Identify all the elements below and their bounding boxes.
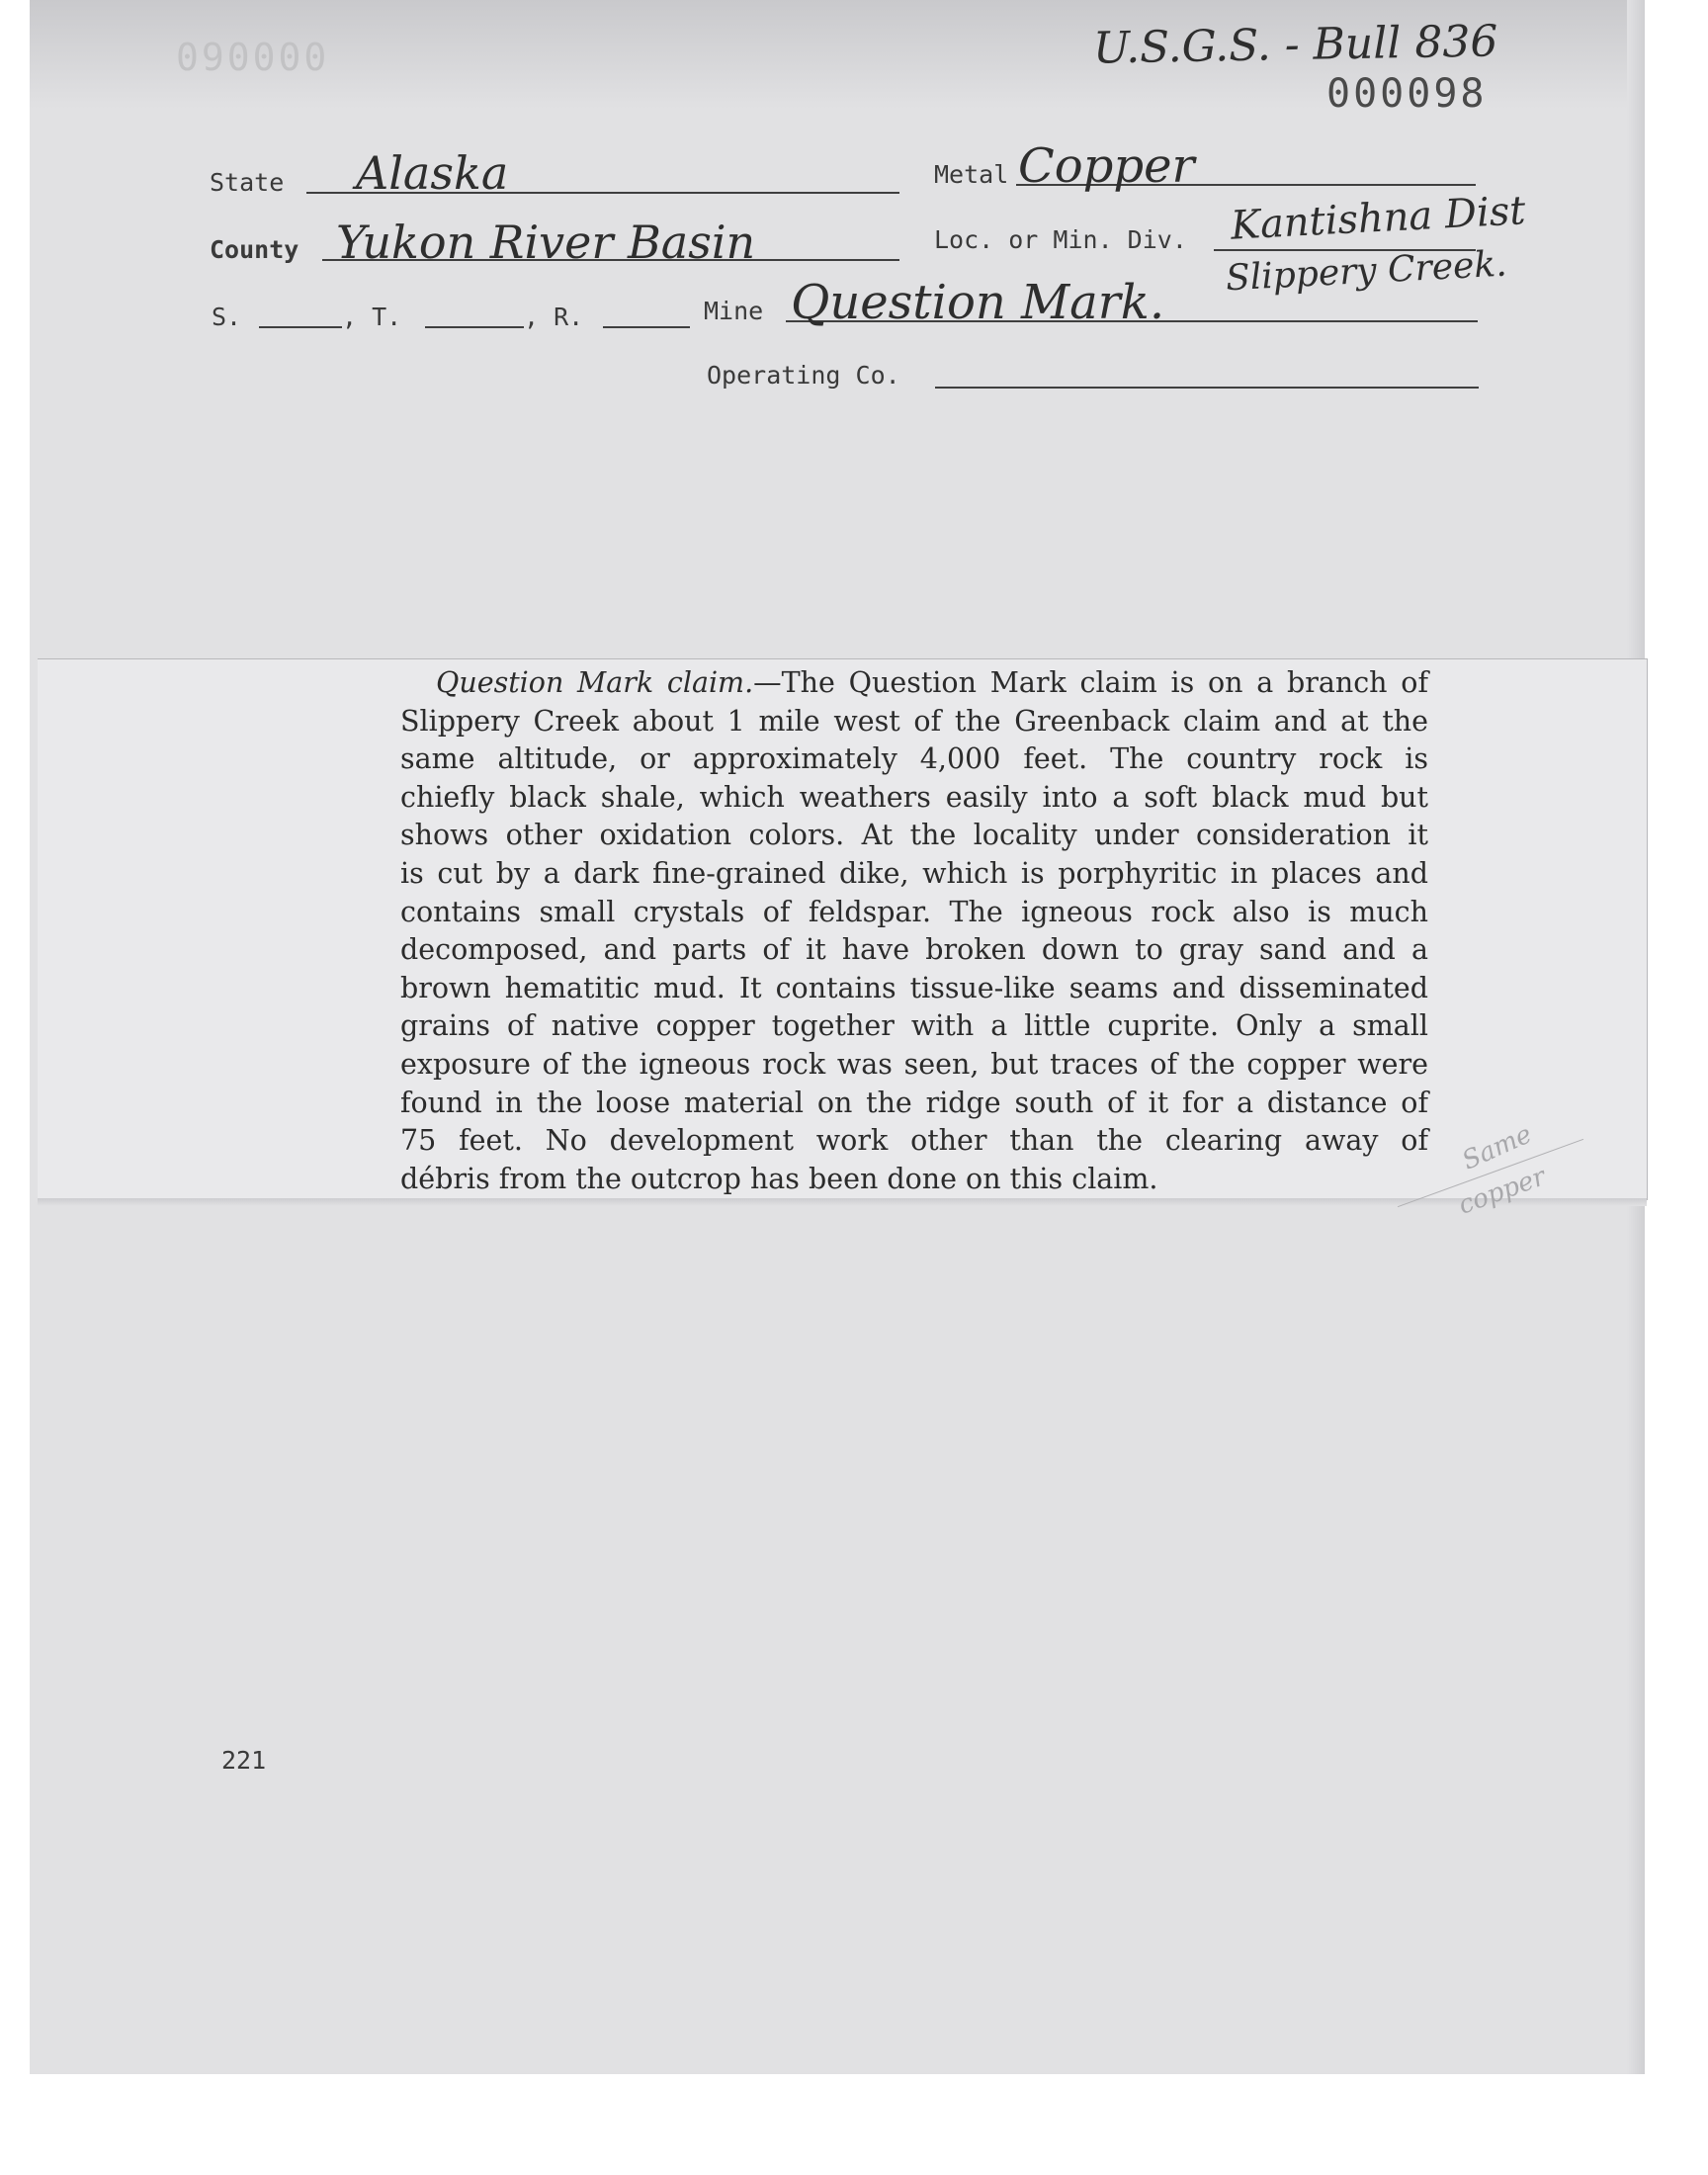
clipping-line [400,664,1428,703]
clipping-line [400,1161,1428,1199]
clipping-line [400,1007,1428,1046]
clipping-line-text: shows other oxidation colors. At the locality under consideration it [400,819,1428,852]
clipping-line-text: is cut by a dark fine-grained dike, which is porphyritic in places and [400,856,1428,890]
metal-value: Copper [1018,138,1195,194]
faded-stamp-number: 090000 [176,36,330,79]
clipping-line-text: Slippery Creek about 1 mile west of the Greenback claim and at the [400,704,1428,738]
section-label: S. [212,303,242,331]
township-line [425,326,524,328]
page-number: 221 [221,1746,267,1775]
handwritten-reference: U.S.G.S. - Bull 836 [1092,16,1498,74]
clipping-heading: Question Mark claim. [436,666,754,699]
clipping-line-text: contains small crystals of feldspar. The igneous rock also is much [400,895,1428,928]
range-label: , R. [524,303,584,331]
clipping-line-text: same altitude, or approximately 4,000 feet. The country rock is [400,742,1428,776]
clipping-line [400,894,1428,932]
clipping-line-text: débris from the outcrop has been done on this claim. [400,1162,1158,1195]
mine-value: Question Mark. [791,275,1165,330]
mine-label: Mine [704,297,764,325]
clipping-line [400,1046,1428,1085]
clipping-line-text: —The Question Mark claim is on a branch of [753,666,1429,699]
clipping-line [400,740,1428,779]
state-label: State [210,168,285,197]
margin-note-copper: copper [1454,1162,1550,1221]
operating-co-line [935,387,1479,389]
stamp-number: 000098 [1326,71,1488,117]
clipping-line [400,779,1428,818]
state-value: Alaska [356,146,509,200]
metal-label: Metal [934,160,1009,189]
loc-value-creek: Slippery Creek. [1225,243,1508,300]
clipping-line-text: brown hematitic mud. It contains tissue-like seams and disseminated [400,971,1428,1004]
clipping-line-text: exposure of the igneous rock was seen, but traces of the copper were [400,1047,1428,1081]
clipping-line [400,931,1428,970]
operating-co-label: Operating Co. [707,361,900,390]
clipping-line-text: decomposed, and parts of it have broken down to gray sand and a [400,933,1428,967]
margin-note-same: Same [1458,1119,1537,1176]
range-line [603,326,690,328]
clipping-line-text: grains of native copper together with a little cuprite. Only a small [400,1009,1428,1043]
clipping-line-text: found in the loose material on the ridge south of it for a distance of [400,1086,1428,1119]
clipping-line-text: chiefly black shale, which weathers easily into a soft black mud but [400,780,1428,814]
county-value: Yukon River Basin [336,216,756,269]
clipping-line [400,855,1428,894]
clipping-line [400,970,1428,1008]
county-label: County [210,235,299,264]
clipping-text [400,664,1428,1198]
clipping-line [400,1085,1428,1123]
section-line [259,326,342,328]
clipping-line [400,703,1428,741]
clipping-line [400,1122,1428,1161]
township-label: , T. [342,303,402,331]
loc-value-district: Kantishna Dist [1230,188,1527,249]
clipping-line-text: 75 feet. No development work other than the clearing away of [400,1124,1428,1158]
clipping-line [400,817,1428,855]
loc-label: Loc. or Min. Div. [934,225,1187,254]
